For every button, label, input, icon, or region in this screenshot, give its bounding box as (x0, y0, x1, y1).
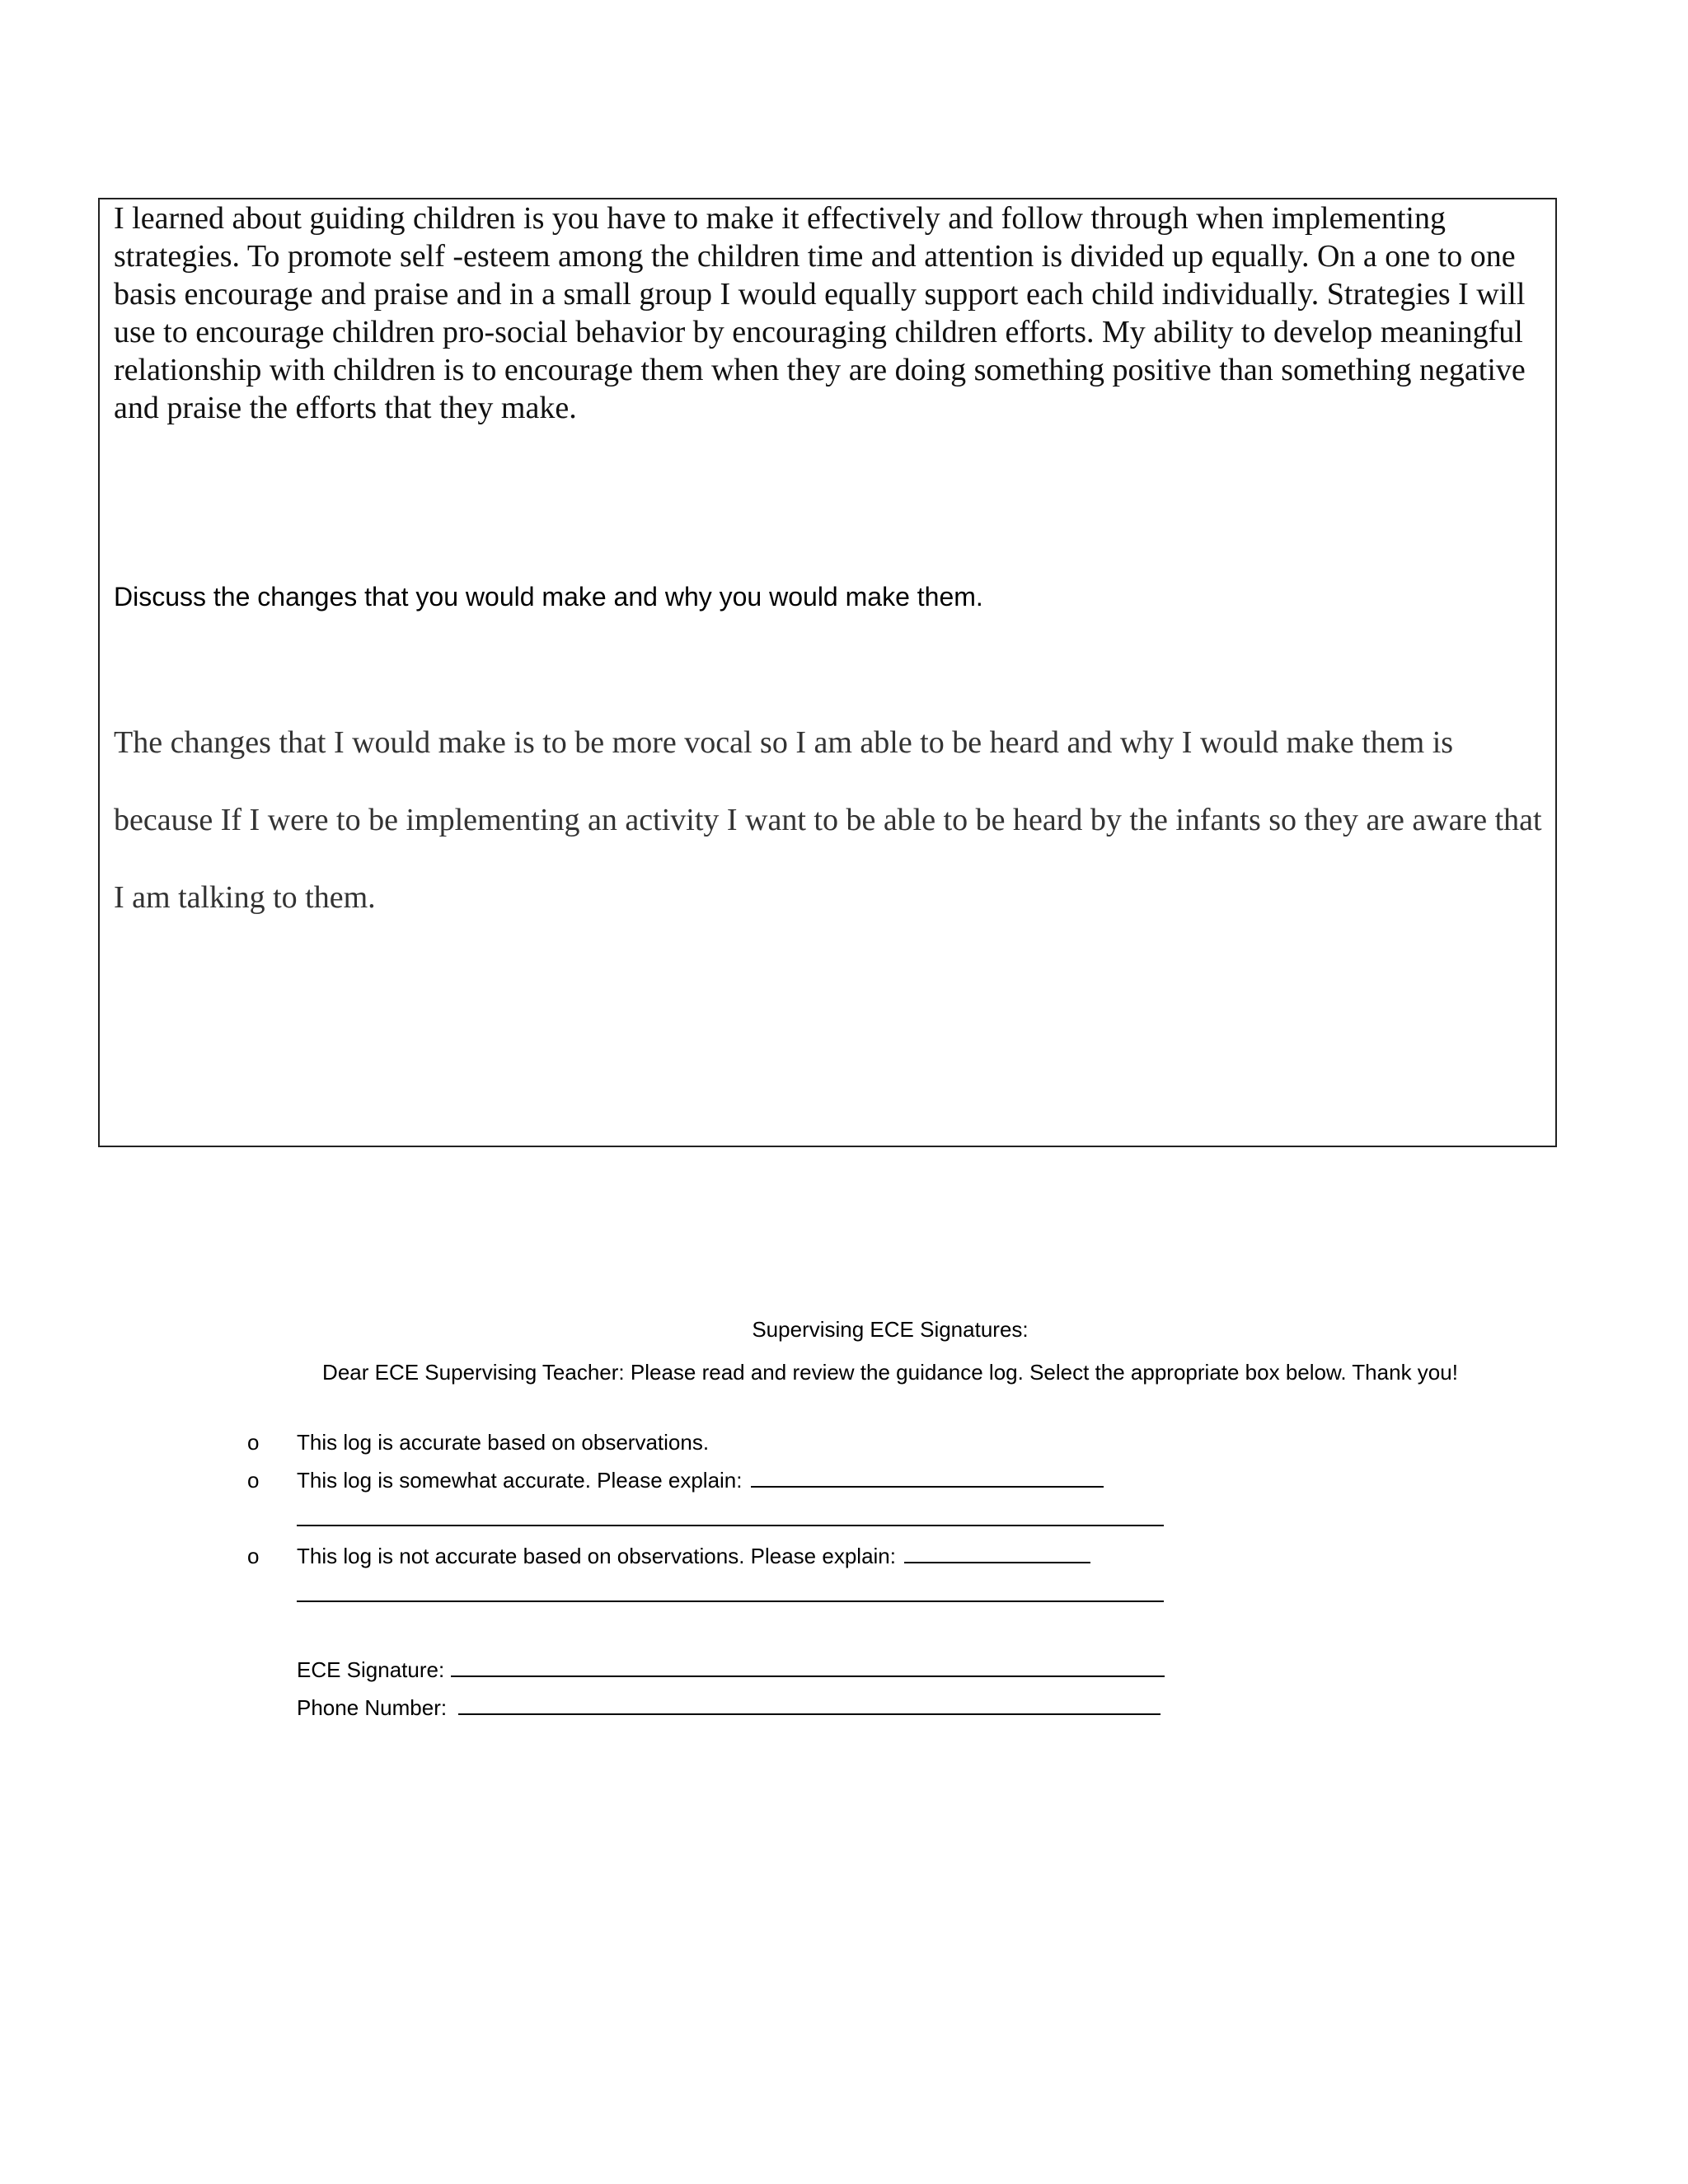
phone-number-label: Phone Number: (297, 1695, 448, 1720)
option-label: This log is accurate based on observations. (297, 1430, 710, 1455)
explain-blank-line[interactable] (297, 1525, 1164, 1526)
changes-prompt: Discuss the changes that you would make and why you would make them. (114, 582, 983, 612)
ece-signature-row (297, 1653, 1165, 1686)
reflection-paragraph: I learned about guiding children is you have to make it effectively and follow through when implementing strategies. To promote self -esteem among the children time and attention is divided up equally. On a one to one basis encourage and praise and in a small group I would equally support each child individually. Strategies I will use to encourage children pro-social behavior by encouraging children efforts. My ability to develop meaningful relationship with children is to encourage them when they are doing something positive than something negative and praise the efforts that they make. (114, 201, 1526, 425)
option-label: This log is somewhat accurate. Please explain: (297, 1468, 743, 1493)
option-label-row (297, 1540, 1090, 1572)
phone-number-field[interactable] (458, 1694, 1160, 1715)
explain-blank[interactable] (904, 1540, 1090, 1563)
ece-signature-label: ECE Signature: (297, 1657, 445, 1682)
phone-number-row (297, 1691, 1160, 1724)
option-label: This log is not accurate based on observations. Please explain: (297, 1544, 896, 1568)
reflection-answer-box (98, 198, 1557, 1147)
option-bullet-icon[interactable]: o (247, 1468, 260, 1493)
explain-blank[interactable] (751, 1465, 1104, 1488)
signatures-intro: Dear ECE Supervising Teacher: Please read and review the guidance log. Select the appropriate box below. Thank you! (322, 1360, 1458, 1385)
ece-signature-field[interactable] (451, 1656, 1165, 1677)
signatures-title: Supervising ECE Signatures: (752, 1317, 1029, 1342)
explain-blank-line[interactable] (297, 1601, 1164, 1602)
changes-answer: The changes that I would make is to be more vocal so I am able to be heard and why I would make them is because If I were to be implementing an activity I want to be able to be heard by the infants so they are aware that I am talking to them. (114, 725, 1542, 915)
option-label-row (297, 1464, 1104, 1497)
option-bullet-icon[interactable]: o (247, 1544, 260, 1568)
option-bullet-icon[interactable]: o (247, 1430, 260, 1455)
